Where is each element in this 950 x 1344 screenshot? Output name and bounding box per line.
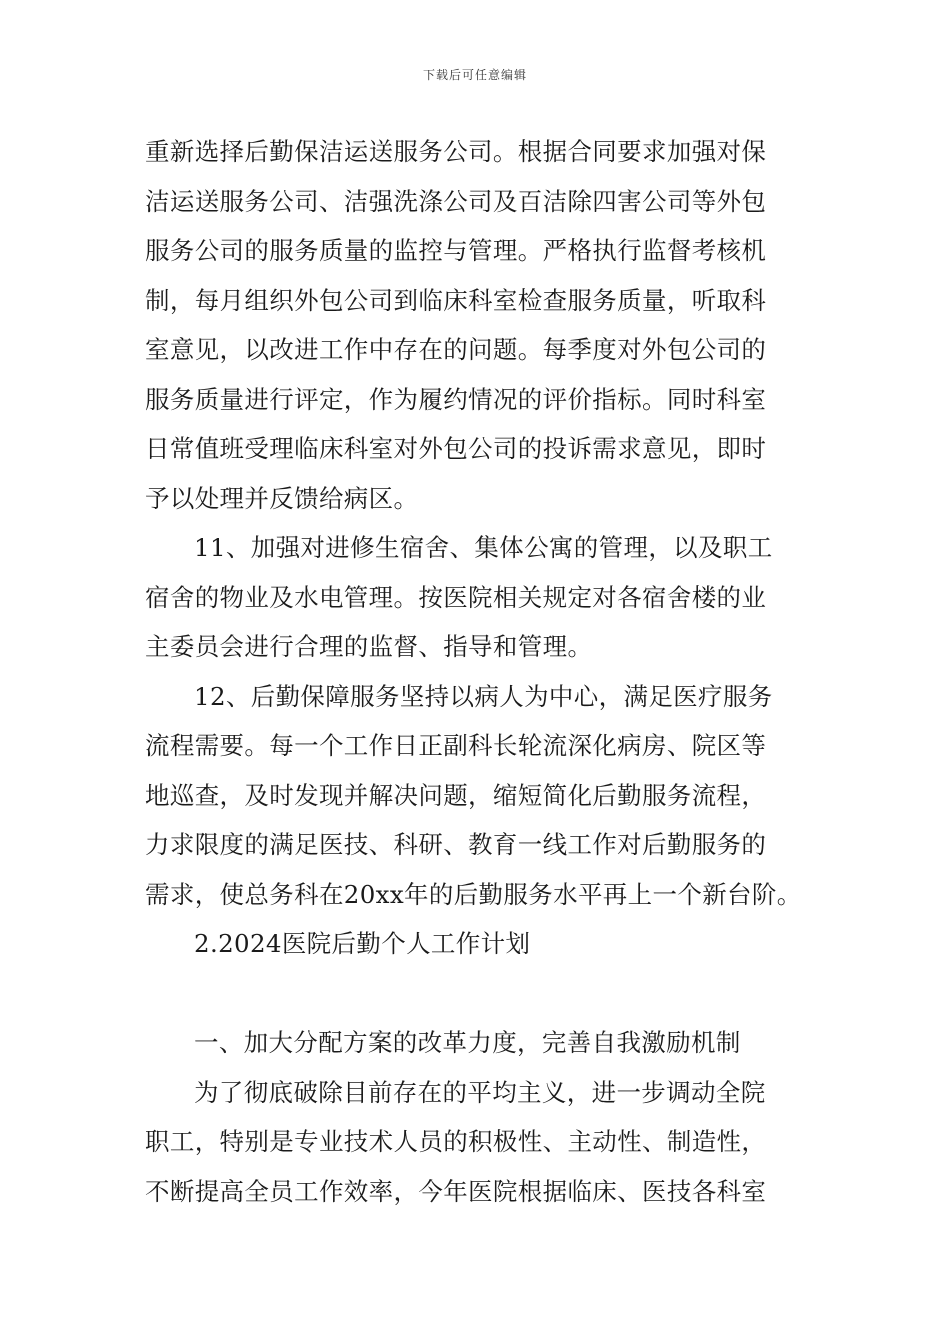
paragraph-line: 职工，特别是专业技术人员的积极性、主动性、制造性， <box>145 1127 767 1156</box>
paragraph-line: 洁运送服务公司、洁强洗涤公司及百洁除四害公司等外包 <box>145 186 767 216</box>
paragraph-line: 12、后勤保障服务坚持以病人为中心，满足医疗服务 <box>194 681 773 711</box>
document-body <box>145 127 810 1216</box>
paragraph-line: 服务质量进行评定，作为履约情况的评价指标。同时科室 <box>145 384 767 414</box>
paragraph-line: 室意见，以改进工作中存在的问题。每季度对外包公司的 <box>145 335 767 364</box>
paragraph-line: 主委员会进行合理的监督、指导和管理。 <box>145 632 593 661</box>
blank-line <box>145 969 810 1019</box>
paragraph-line: 不断提高全员工作效率，今年医院根据临床、医技各科室 <box>145 1176 767 1206</box>
page-header: 下载后可任意编辑 <box>422 68 527 82</box>
paragraph-line: 重新选择后勤保洁运送服务公司。根据合同要求加强对保 <box>145 137 767 166</box>
paragraph-line: 为了彻底破除目前存在的平均主义，进一步调动全院 <box>194 1077 766 1107</box>
paragraph-line: 流程需要。每一个工作日正副科长轮流深化病房、院区等 <box>145 731 767 760</box>
paragraph-line: 需求，使总务科在20xx年的后勤服务水平再上一个新台阶。 <box>145 879 802 909</box>
paragraph-line: 地巡查，及时发现并解决问题，缩短简化后勤服务流程， <box>145 780 767 810</box>
section-heading: 2.2024医院后勤个人工作计划 <box>194 929 531 958</box>
paragraph-line: 服务公司的服务质量的监控与管理。严格执行监督考核机 <box>145 236 767 265</box>
subsection-heading: 一、加大分配方案的改革力度，完善自我激励机制 <box>194 1028 741 1057</box>
paragraph-line: 11、加强对进修生宿舍、集体公寓的管理，以及职工 <box>194 533 773 562</box>
paragraph-line: 宿舍的物业及水电管理。按医院相关规定对各宿舍楼的业 <box>145 582 767 612</box>
paragraph-line: 力求限度的满足医技、科研、教育一线工作对后勤服务的 <box>145 830 767 859</box>
paragraph-line: 予以处理并反馈给病区。 <box>145 483 419 513</box>
paragraph-line: 制，每月组织外包公司到临床科室检查服务质量，听取科 <box>145 285 767 315</box>
paragraph-line: 日常值班受理临床科室对外包公司的投诉需求意见，即时 <box>145 434 767 463</box>
